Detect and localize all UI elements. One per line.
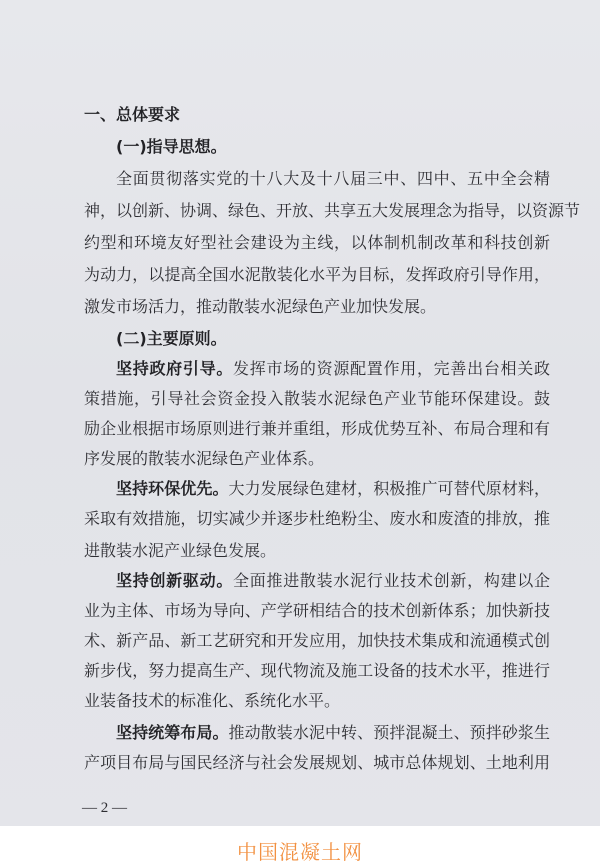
paragraph-line: 全面贯彻落实党的十八大及十八届三中、四中、五中全会精 xyxy=(116,169,550,188)
principles-heading: (二)主要原则。 xyxy=(116,329,227,348)
principle-text: 发挥市场的资源配置作用，完善出台相关政 xyxy=(233,359,550,378)
site-watermark: 中国混凝土网 xyxy=(237,840,363,864)
principle-lead: 坚持创新驱动。 xyxy=(116,571,234,590)
paragraph-line: 进散装水泥产业绿色发展。 xyxy=(84,541,277,560)
principle-first-line xyxy=(116,478,550,500)
paragraph-line: 约型和环境友好型社会建设为主线，以体制机制改革和科技创新 xyxy=(84,233,550,252)
principle-text: 推动散装水泥中转、预拌混凝土、预拌砂浆生 xyxy=(228,723,550,742)
principle-lead: 坚持统筹布局。 xyxy=(116,723,229,742)
principle-text: 大力发展绿色建材，积极推广可替代原材料， xyxy=(228,479,550,498)
principle-first-line xyxy=(116,722,550,744)
page-number: — 2 — xyxy=(82,800,127,816)
paragraph-line: 励企业根据市场原则进行兼并重组，形成优势互补、布局合理和有 xyxy=(84,419,550,438)
principle-first-line xyxy=(116,358,550,380)
paragraph-line: 为动力，以提高全国水泥散装化水平为目标，发挥政府引导作用， xyxy=(84,265,550,284)
paragraph-line: 采取有效措施，切实减少并逐步杜绝粉尘、废水和废渣的排放，推 xyxy=(84,509,550,528)
paragraph-line: 神，以创新、协调、绿色、开放、共享五大发展理念为指导，以资源节 xyxy=(84,201,581,220)
paragraph-line: 业装备技术的标准化、系统化水平。 xyxy=(84,691,341,710)
paragraph-line: 术、新产品、新工艺研究和开发应用，加快技术集成和流通模式创 xyxy=(84,631,550,650)
paragraph-line: 序发展的散装水泥绿色产业体系。 xyxy=(84,449,325,468)
paragraph-line: 激发市场活力，推动散装水泥绿色产业加快发展。 xyxy=(84,297,437,316)
paragraph-line: 产项目布局与国民经济与社会发展规划、城市总体规划、土地利用 xyxy=(84,753,550,772)
section-heading: 一、总体要求 xyxy=(84,105,181,124)
paragraph-line: 策措施，引导社会资金投入散装水泥绿色产业节能环保建设。鼓 xyxy=(84,389,550,408)
principle-lead: 坚持环保优先。 xyxy=(116,479,229,498)
principle-first-line xyxy=(116,570,550,592)
paragraph-line: 业为主体、市场为导向、产学研相结合的技术创新体系；加快新技 xyxy=(84,601,550,620)
guiding-heading: (一)指导思想。 xyxy=(116,137,227,156)
paragraph-line: 新步伐，努力提高生产、现代物流及施工设备的技术水平，推进行 xyxy=(84,661,550,680)
principle-text: 全面推进散装水泥行业技术创新，构建以企 xyxy=(233,571,550,590)
principle-lead: 坚持政府引导。 xyxy=(116,359,234,378)
